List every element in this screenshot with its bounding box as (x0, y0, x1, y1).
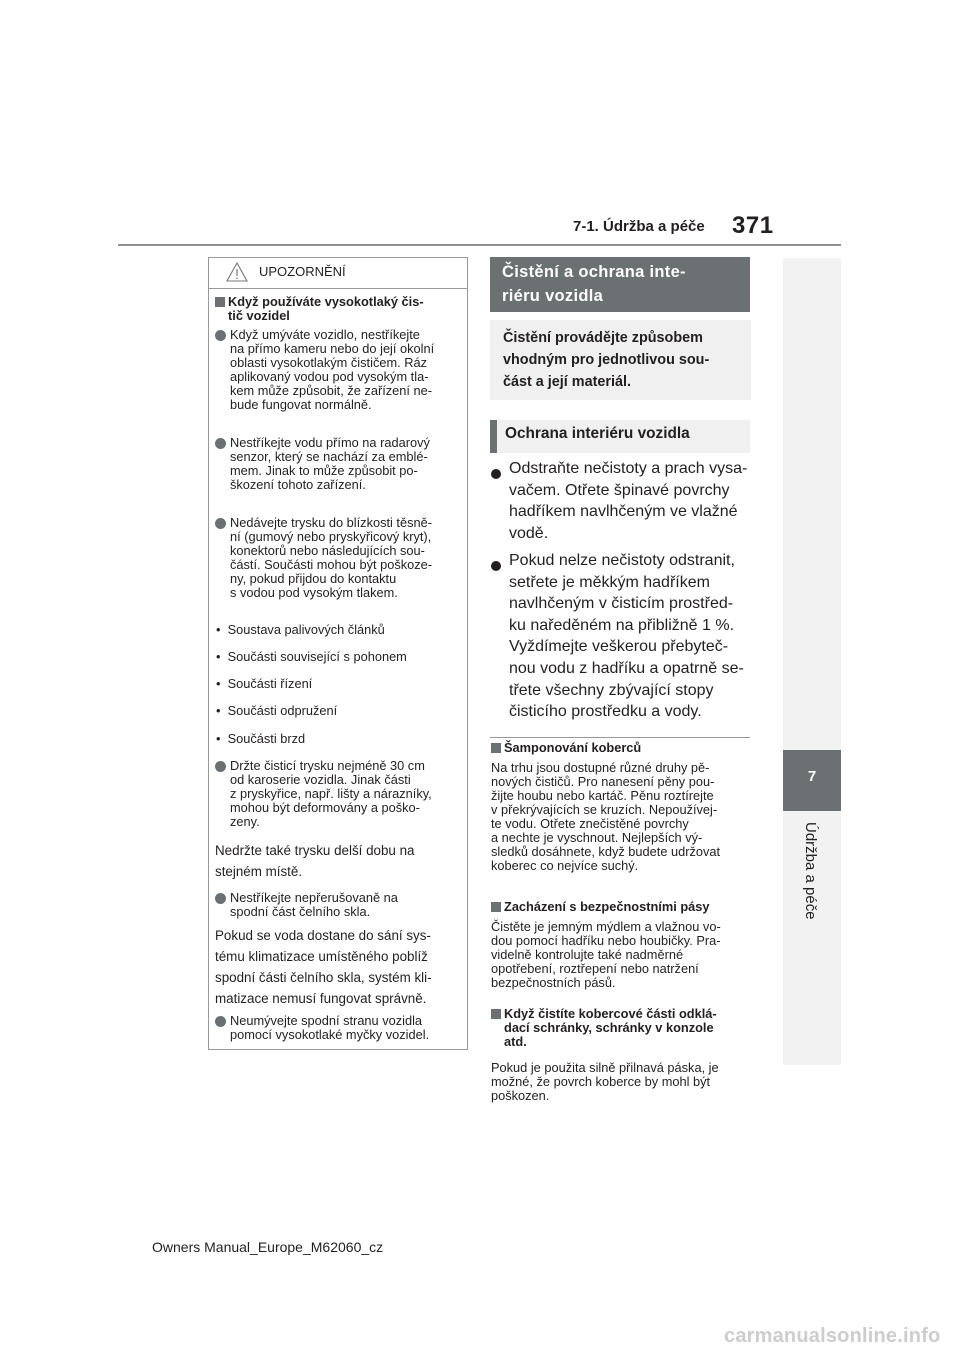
caution-bullet: Nedávejte trysku do blízkosti těsně- ní (gumový nebo pryskyřicový kryt), konektorů nebo následujících sou- částí. Součásti mohou být poškoze- ny, pokud přijdou do kontaktu s vodou pod vysokým tlakem. (215, 516, 463, 600)
caution-bullet: Když umýváte vozidlo, nestříkejte na přímo kameru nebo do její okolní oblasti vysokotlakým čističem. Ráz aplikovaný vodou pod vysokým tla- kem může způsobit, že zařízení ne- bude fungovat normálně. (215, 328, 463, 412)
page-number: 371 (732, 212, 774, 239)
warning-triangle-icon (226, 262, 248, 282)
list-item: • Součásti brzd (216, 731, 306, 746)
paragraph: Čistěte je jemným mýdlem a vlažnou vo- dou pomocí hadříku nebo houbičky. Pra- videlně kontrolujte také nadměrné opotřebení, roztřepení nebo natržení bezpečnostních pásů. (491, 919, 721, 990)
bullet-dot-icon (215, 330, 226, 341)
footer-text: Owners Manual_Europe_M62060_cz (152, 1239, 384, 1255)
caution-heading: Když používáte vysokotlaký čis- tič vozidel (215, 295, 460, 323)
subsection-accent (490, 420, 497, 453)
bullet-dot-icon (215, 1016, 226, 1027)
section-title: 7-1. Údržba a péče (573, 218, 705, 235)
watermark: carmanualsonline.info (724, 1325, 941, 1347)
caution-bullet: Nestříkejte nepřerušovaně na spodní část čelního skla. (215, 891, 463, 919)
square-bullet-icon (491, 743, 501, 753)
square-bullet-icon (215, 297, 225, 307)
list-item: • Součásti odpružení (216, 703, 338, 718)
list-item: • Součásti řízení (216, 676, 313, 691)
bullet-dot-icon (215, 893, 226, 904)
subsection-heading: Ochrana interiéru vozidla (505, 425, 690, 442)
caution-label: UPOZORNĚNÍ (259, 264, 346, 279)
paragraph: Na trhu jsou dostupné různé druhy pě- nových čističů. Pro nanesení pěny pou- žijte houbu nebo kartáč. Pěnu roztírejte v překrývajících se kruzích. Nepoužívej- te vodu. Otřete znečistěné povrchy a nechte je vyschnout. Nejlepších vý- sledků dosáhnete, když budete udržovat koberec co nejvíce suchý. (491, 760, 721, 873)
list-item: • Soustava palivových článků (216, 622, 385, 637)
subheading: Zacházení s bezpečnostními pásy (491, 900, 710, 914)
bullet-dot-icon (491, 561, 501, 571)
subheading: Šamponování koberců (491, 741, 641, 755)
bullet-dot-icon (491, 469, 501, 479)
caution-paragraph: Pokud se voda dostane do sání sys- tému klimatizace umístěného poblíž spodní části čelního skla, systém kli- matizace nemusí fungovat správně. (215, 928, 432, 1006)
list-item: • Součásti související s pohonem (216, 649, 407, 664)
caution-paragraph: Nedržte také trysku delší dobu na stejném místě. (215, 843, 415, 879)
square-bullet-icon (491, 902, 501, 912)
divider (490, 737, 750, 738)
caution-bullet: Držte čisticí trysku nejméně 30 cm od karoserie vozidla. Jinak části z pryskyřice, např. lišty a nárazníky, mohou být deformovány a poško- zeny. (215, 759, 463, 829)
bullet-dot-icon (215, 761, 226, 772)
subheading: Když čistíte kobercové části odklá- dací schránky, schránky v konzole atd. (491, 1007, 756, 1049)
instruction-item: Pokud nelze nečistoty odstranit, setřete je měkkým hadříkem navlhčeným v čisticím prostřed- ku naředěném na přibližně 1 %. Vyždímejte veškerou přebyteč- nou vodu z hadříku a opatrně se- třete všechny zbývající stopy čisticího prostředku a vody. (491, 550, 761, 723)
bullet-dot-icon (215, 438, 226, 449)
chapter-number: 7 (807, 768, 817, 785)
header-rule (118, 244, 841, 246)
intro-text: Čistění provádějte způsobem vhodným pro jednotlivou sou- část a její materiál. (503, 330, 710, 390)
bullet-dot-icon (215, 518, 226, 529)
caution-bullet: Neumývejte spodní stranu vozidla pomocí vysokotlaké myčky vozidel. (215, 1014, 463, 1042)
square-bullet-icon (491, 1009, 501, 1019)
instruction-item: Odstraňte nečistoty a prach vysa- vačem. Otřete špinavé povrchy hadříkem navlhčeným ve vlažné vodě. (491, 458, 761, 544)
section-heading: Čistění a ochrana inte- riéru vozidla (502, 263, 686, 305)
side-tab-background (783, 258, 841, 750)
chapter-label: Údržba a péče (802, 822, 819, 920)
paragraph: Pokud je použita silně přilnavá páska, je možné, že povrch koberce by mohl být poškozen. (491, 1060, 719, 1103)
caution-bullet: Nestříkejte vodu přímo na radarový senzor, který se nachází za emblé- mem. Jinak to může způsobit po- škození tohoto zařízení. (215, 436, 463, 492)
